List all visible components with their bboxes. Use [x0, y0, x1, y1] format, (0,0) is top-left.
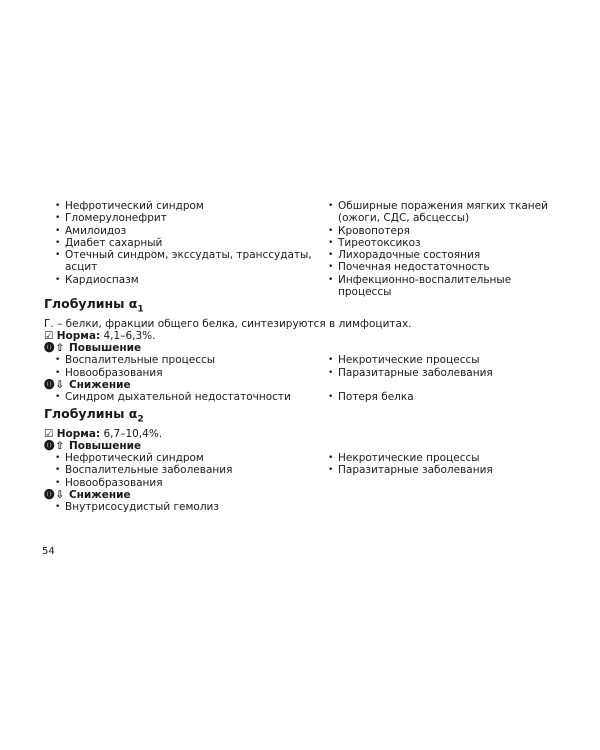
increase-heading: ⓿⇧ Повышение [44, 342, 142, 355]
norm-value: 6,7–10,4%. [103, 427, 163, 440]
top-section [44, 200, 564, 298]
list-item: • Инфекционно-воспалительные процессы [317, 274, 564, 299]
top-right-list [317, 200, 564, 298]
list-item: • Потеря белка [317, 391, 564, 403]
list-item: • Синдром дыхательной недостаточности [44, 391, 317, 403]
increase-right-list [317, 452, 564, 489]
list-item: • Лихорадочные состояния [317, 249, 564, 261]
section-title: Глобулины $\alpha_1$ [44, 296, 144, 315]
increase-left-list [44, 354, 317, 379]
norm-label: Норма: [56, 329, 101, 342]
decrease-arrow-icon: ⓿⇩ [44, 488, 66, 501]
list-item: • Новообразования [44, 367, 317, 379]
list-item: • Нефротический синдром [44, 200, 317, 212]
list-item: • Гломерулонефрит [44, 212, 317, 224]
list-item: • Новообразования [44, 477, 317, 489]
section-description: Г. – белки, фракции общего белка, синтезируются в лимфоцитах. [44, 317, 412, 330]
increase-arrow-icon: ⓿⇧ [44, 439, 66, 452]
list-item: • Кардиоспазм [44, 274, 317, 286]
increase-left-list [44, 452, 317, 489]
norm-line [44, 330, 564, 342]
list-item: • Тиреотоксикоз [317, 237, 564, 249]
list-item: • Амилоидоз [44, 225, 317, 237]
list-item: • Диабет сахарный [44, 237, 317, 249]
increase-right-list [317, 354, 564, 379]
list-item: • Кровопотеря [317, 225, 564, 237]
list-item: • Паразитарные заболевания [317, 464, 564, 476]
list-item: • Паразитарные заболевания [317, 367, 564, 379]
list-item: • Некротические процессы [317, 452, 564, 464]
section-title: Глобулины $\alpha_2$ [44, 406, 144, 425]
decrease-heading: ⓿⇩ Снижение [44, 488, 131, 501]
norm-line [44, 428, 564, 440]
checkbox-icon: ☑ [44, 329, 54, 342]
list-item: • Воспалительные процессы [44, 354, 317, 366]
norm-value: 4,1–6,3%. [103, 329, 156, 342]
checkbox-icon: ☑ [44, 427, 54, 440]
top-left-list [44, 200, 317, 298]
list-item: • Почечная недостаточность [317, 261, 564, 273]
list-item: • Нефротический синдром [44, 452, 317, 464]
decrease-arrow-icon: ⓿⇩ [44, 378, 66, 391]
decrease-heading: ⓿⇩ Снижение [44, 378, 131, 391]
globulin-a2-section [44, 401, 564, 514]
decrease-list [44, 501, 564, 513]
list-item: • Некротические процессы [317, 354, 564, 366]
list-item: • Внутрисосудистый гемолиз [44, 501, 564, 513]
list-item: • Отечный синдром, экссудаты, транссудаты, асцит [44, 249, 317, 274]
increase-heading: ⓿⇧ Повышение [44, 439, 142, 452]
list-item: • Обширные поражения мягких тканей (ожоги, СДС, абсцессы) [317, 200, 564, 225]
increase-arrow-icon: ⓿⇧ [44, 342, 66, 355]
norm-label: Норма: [56, 427, 101, 440]
list-item: • Воспалительные заболевания [44, 464, 317, 476]
page-number: 54 [42, 546, 55, 557]
globulin-a1-section [44, 291, 564, 404]
